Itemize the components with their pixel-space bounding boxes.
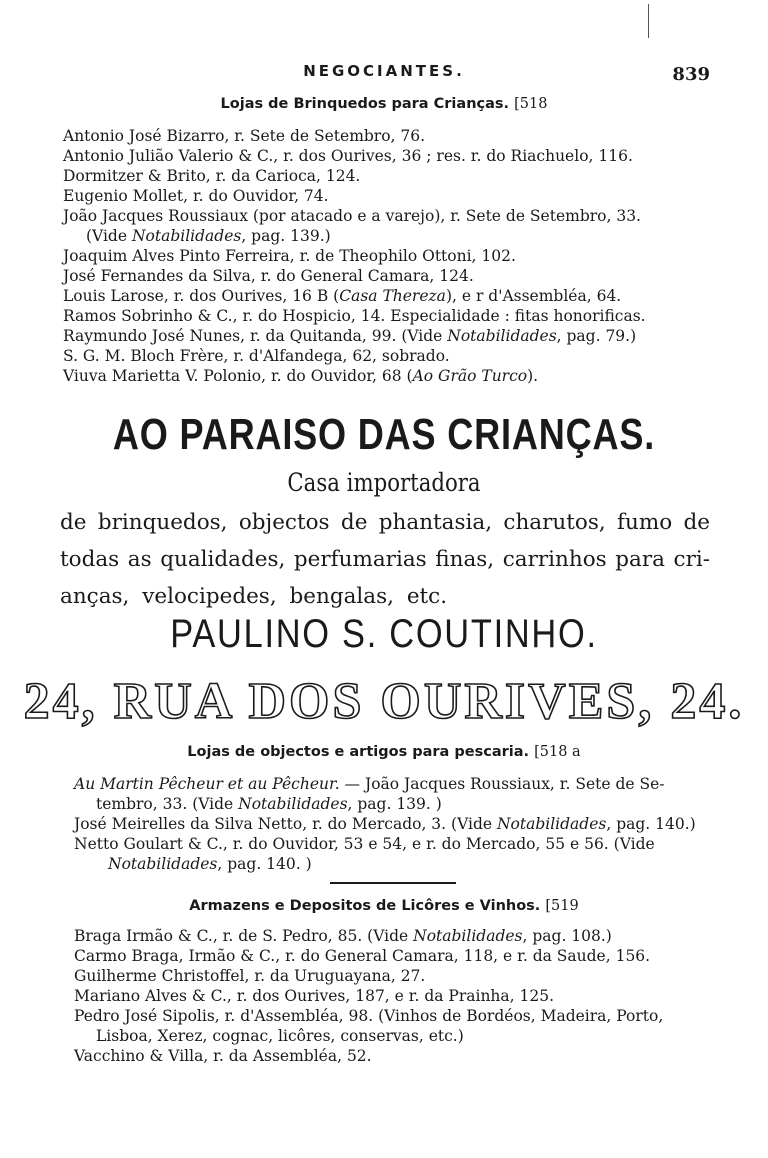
list-item: Guilherme Christoffel, r. da Uruguayana, 27.	[74, 967, 426, 985]
entry-text: Viuva Marietta V. Polonio, r. do Ouvidor, 68 (	[63, 367, 413, 385]
section-number: [519	[545, 898, 579, 914]
list-item: Mariano Alves & C., r. dos Ourives, 187, e r. da Prainha, 125.	[74, 987, 555, 1005]
entry-text: José Meirelles da Silva Netto, r. do Mercado, 3. (Vide	[74, 815, 497, 833]
list-item: Pedro José Sipolis, r. d'Assembléa, 98. (Vinhos de Bordéos, Madeira, Porto,	[74, 1007, 664, 1025]
section-heading-toys	[0, 96, 768, 112]
entry-text: (Vide	[86, 227, 132, 245]
entry-italic: Au Martin Pêcheur et au Pêcheur.	[74, 775, 340, 793]
entry-text: ).	[527, 367, 539, 385]
entry-italic: Notabilidades	[496, 815, 607, 833]
entry-italic: Ao Grão Turco	[412, 367, 528, 385]
list-item: Dormitzer & Brito, r. da Carioca, 124.	[63, 167, 361, 185]
entry-text: tembro, 33. (Vide	[96, 795, 239, 813]
section-number: [518	[514, 96, 548, 112]
entry-italic: Casa Thereza	[339, 287, 446, 305]
entry-italic: Notabilidades	[131, 227, 242, 245]
list-item: Netto Goulart & C., r. do Ouvidor, 53 e 54, e r. do Mercado, 55 e 56. (Vide	[74, 835, 655, 853]
entry-text: , pag. 79.)	[556, 327, 637, 345]
list-item: Vacchino & Villa, r. da Assembléa, 52.	[74, 1047, 372, 1065]
list-item: Antonio Julião Valerio & C., r. dos Ourives, 36 ; res. r. do Riachuelo, 116.	[63, 147, 633, 165]
page-header	[0, 62, 768, 86]
list-item-continuation	[96, 794, 442, 814]
list-item	[63, 286, 621, 306]
list-item: João Jacques Roussiaux (por atacado e a varejo), r. Sete de Setembro, 33.	[63, 207, 641, 225]
section-heading-liquors	[0, 898, 768, 914]
list-item	[74, 814, 696, 834]
entry-text: Raymundo José Nunes, r. da Quitanda, 99. (Vide	[63, 327, 448, 345]
entry-text: Braga Irmão & C., r. de S. Pedro, 85. (Vide	[74, 927, 414, 945]
advert-body-line: anças, velocipedes, bengalas, etc.	[60, 584, 448, 609]
list-item	[74, 774, 665, 794]
entry-text: Louis Larose, r. dos Ourives, 16 B (	[63, 287, 340, 305]
entry-text: , pag. 140.)	[606, 815, 696, 833]
entry-text: ), e r d'Assembléa, 64.	[445, 287, 622, 305]
list-item	[63, 326, 636, 346]
section-title: Lojas de Brinquedos para Crianças.	[220, 96, 510, 112]
advert-subtitle: Casa importadora	[287, 468, 481, 497]
list-item-continuation: Lisboa, Xerez, cognac, licôres, conservas, etc.)	[96, 1027, 464, 1045]
entry-italic: Notabilidades	[238, 795, 348, 813]
advert-body-line: de brinquedos, objectos de phantasia, charutos, fumo de	[60, 510, 710, 535]
section-divider	[330, 882, 456, 884]
list-item: Antonio José Bizarro, r. Sete de Setembro, 76.	[63, 127, 426, 145]
running-title: NEGOCIANTES.	[303, 62, 465, 80]
advert-owner: PAULINO S. COUTINHO.	[170, 612, 598, 656]
list-item-continuation	[86, 226, 331, 246]
entry-text: — João Jacques Roussiaux, r. Sete de Se-	[339, 775, 665, 793]
section-number: [518 a	[534, 744, 581, 760]
list-item: Eugenio Mollet, r. do Ouvidor, 74.	[63, 187, 329, 205]
list-item	[74, 926, 612, 946]
entry-text: , pag. 139.)	[241, 227, 331, 245]
entry-italic: Notabilidades	[413, 927, 523, 945]
list-item: Ramos Sobrinho & C., r. do Hospicio, 14. Especialidade : fitas honorificas.	[63, 307, 646, 325]
page-number: 839	[672, 64, 710, 85]
list-item	[63, 366, 538, 386]
advert-body-line: todas as qualidades, perfumarias finas, carrinhos para cri-	[60, 547, 710, 572]
margin-mark	[648, 4, 649, 38]
list-item: S. G. M. Bloch Frère, r. d'Alfandega, 62, sobrado.	[63, 347, 450, 365]
section-heading-fishing	[0, 744, 768, 760]
list-item: Joaquim Alves Pinto Ferreira, r. de Theophilo Ottoni, 102.	[63, 247, 516, 265]
advert-title: AO PARAISO DAS CRIANÇAS.	[112, 410, 656, 459]
entry-italic: Notabilidades	[447, 327, 557, 345]
section-title: Lojas de objectos e artigos para pescaria.	[187, 744, 530, 760]
section-title: Armazens e Depositos de Licôres e Vinhos.	[189, 898, 541, 914]
entry-text: , pag. 108.)	[522, 927, 612, 945]
list-item-continuation	[108, 854, 312, 874]
list-item: Carmo Braga, Irmão & C., r. do General Camara, 118, e r. da Saude, 156.	[74, 947, 651, 965]
entry-text: , pag. 139. )	[347, 795, 442, 813]
list-item: José Fernandes da Silva, r. do General Camara, 124.	[63, 267, 474, 285]
entry-text: , pag. 140. )	[217, 855, 312, 873]
advert-address: 24, RUA DOS OURIVES, 24.	[23, 673, 745, 730]
entry-italic: Notabilidades	[108, 855, 218, 873]
